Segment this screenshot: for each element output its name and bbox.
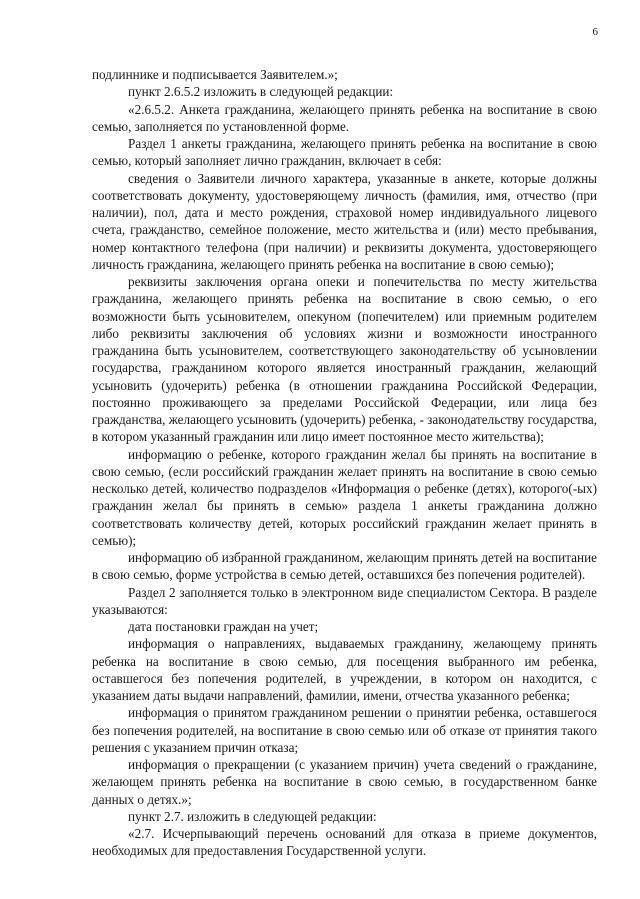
paragraph: информация о принятом гражданином решении о принятии ребенка, оставшегося без попечения родителей, на воспитание в свою семью или об отказе от принятия такого решения с указанием причин отказа; — [92, 705, 597, 755]
paragraph: дата постановки граждан на учет; — [128, 619, 319, 634]
paragraph: пункт 2.7. изложить в следующей редакции: — [128, 808, 377, 824]
paragraph: подлиннике и подписывается Заявителем.»; — [92, 67, 338, 82]
paragraph: информацию об избранной гражданином, желающим принять детей на воспитание в свою семью, форме устройства в семью детей, оставшихся без попечения родителей). — [92, 550, 597, 583]
paragraph: Раздел 2 заполняется только в электронном виде специалистом Сектора. В разделе указываются: — [92, 584, 597, 617]
paragraph: Раздел 1 анкеты гражданина, желающего принять ребенка на воспитание в свою семью, который заполняет лично гражданин, включает в себя: — [92, 136, 597, 169]
page-number: 6 — [592, 26, 598, 38]
paragraph: информация о прекращении (с указанием причин) учета сведений о гражданине, желающем принять ребенка на воспитание в свою семью, в государственном банке данных о детях.»; — [92, 757, 597, 807]
paragraph: информация о направлениях, выдаваемых гражданину, желающему принять ребенка на воспитание в свою семью, для посещения выбранного им ребенка, оставшегося без попечения родителей, в учреждении, в котором он находится, с указанием даты выдачи направлений, фамилии, имени, отчества указанного ребенка; — [92, 636, 597, 703]
paragraph: сведения о Заявители личного характера, указанные в анкете, которые должны соответствовать документу, удостоверяющему личность (фамилия, имя, отчество (при наличии), пол, дата и место рождения, страховой номер индивидуального лицевого счета, гражданство, семейное положение, место жительства и (или) место пребывания, номер контактного телефона (при наличии) и реквизиты документа, удостоверяющего личность гражданина, желающего принять ребенка на воспитание в свою семью); — [92, 170, 597, 272]
paragraph: «2.7. Исчерпывающий перечень оснований для отказа в приеме документов, необходимых для предоставления Государственной услуги. — [92, 826, 597, 859]
paragraph: реквизиты заключения органа опеки и попечительства по месту жительства гражданина, желающего принять ребенка на воспитание в свою семью, о его возможности быть усыновителем, опекуном (попечителем) или приемным родителем либо реквизиты заключения об условиях жизни и возможности иностранного гражданина быть усыновителем, соответствующего законодательству об усыновлении государства, гражданином которого является иностранный гражданин, желающий усыновить (удочерить) ребенка (в отношении гражданина Российской Федерации, постоянно проживающего за пределами Российской Федерации, или лица без гражданства, желающего усыновить (удочерить) ребенка, - законодательству государства, в котором указанный гражданин или лицо имеет постоянное место жительства); — [92, 274, 597, 445]
paragraph: «2.6.5.2. Анкета гражданина, желающего принять ребенка на воспитание в свою семью, заполняется по установленной форме. — [92, 101, 597, 134]
document-body — [92, 66, 597, 860]
paragraph: пункт 2.6.5.2 изложить в следующей редакции: — [128, 84, 394, 100]
paragraph: информацию о ребенке, которого гражданин желал бы принять на воспитание в свою семью, (если российский гражданин желает принять на воспитание в свою семью несколько детей, количество подразделов «Информация о ребенке (детях), которого(-ых) гражданин желал бы принять в семью» раздела 1 анкеты гражданина должно соответствовать количеству детей, которых российский гражданин желает принять в семью); — [92, 446, 597, 548]
